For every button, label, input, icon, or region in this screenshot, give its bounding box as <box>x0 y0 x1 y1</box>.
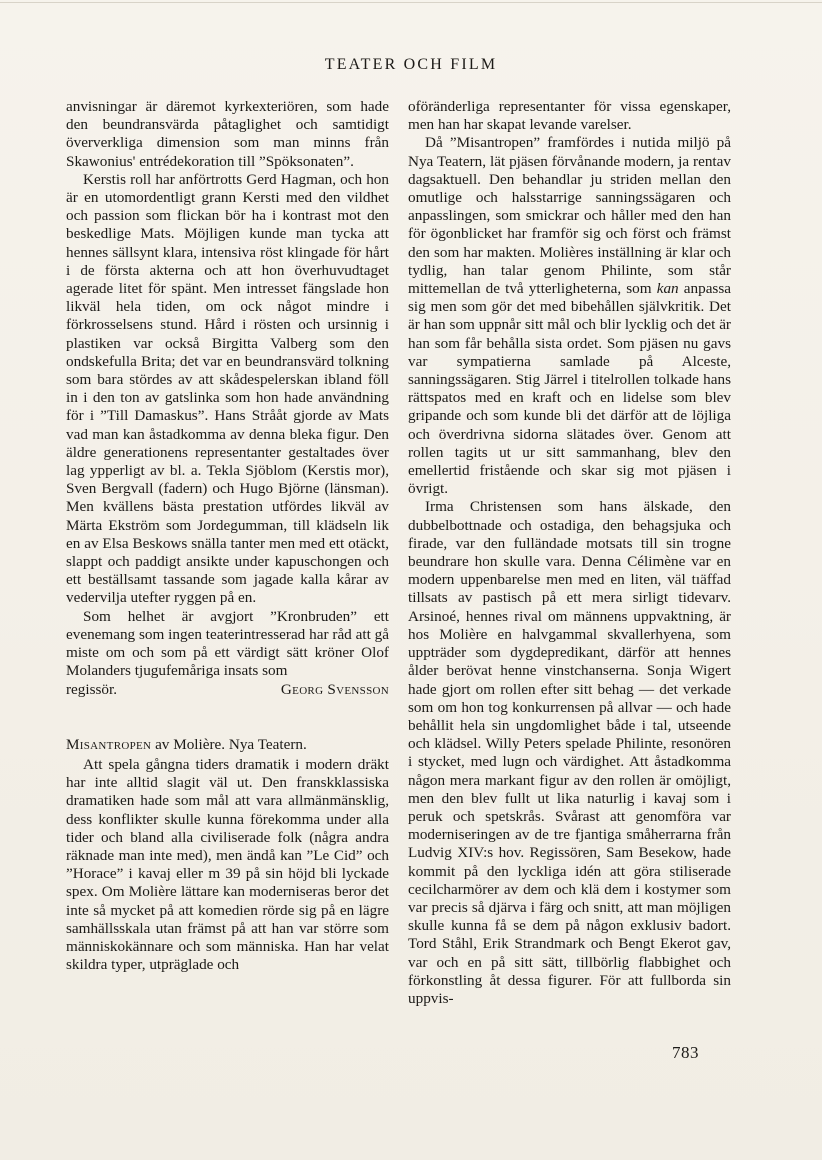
page-number: 783 <box>672 1043 699 1062</box>
review-subtitle: av Molière. Nya Teatern. <box>151 735 307 753</box>
paragraph <box>66 608 389 699</box>
emphasis: kan <box>656 280 679 298</box>
signature-line <box>66 681 389 699</box>
running-head: TEATER OCH FILM <box>324 56 498 73</box>
paragraph <box>408 134 731 498</box>
paragraph: anvisningar är däremot kyrkexteriören, som hade den beundransvärda påtaglighet och samtidigt öververkliga dimension som man minns från Skawonius' entrédekoration till ”Spöksonaten”. <box>66 98 389 170</box>
paragraph-end: regissör. <box>66 680 118 698</box>
paragraph-text: anpassa sig men som gör det med bibehållen självkritik. Det är han som uppnår sitt mål och blir lycklig och det är han som får behålla sista ordet. Som pjäsen nu gavs var sympatierna samlade på Alceste, sanningssägaren. Stig Järrel i titelrollen tolkade hans rättspatos med en kraft och en lidelse som blev gripande och som kunde bli det därför att de löjliga och överdrivna sidorna slätades över. Genom att rollen tagits ut ur sitt sammanhang, blev den emellertid fristående och skar sig mot pjäsen i övrigt. <box>408 280 731 498</box>
author-signature: Georg Svensson <box>280 680 389 698</box>
review-heading <box>66 736 389 754</box>
left-column <box>66 98 389 974</box>
paragraph: Irma Christensen som hans älskade, den dubbelbottnade och ostadiga, den behagsjuka och firade, var den fulländade motsats till sin trogne beundrare hon skulle vara. Denna Célimène var en modern uppenbarelse men med en liten, väl tıäffad tillsats av pastisch på ett mera sirligt tidevarv. Arsinoé, hennes rival om männens uppvaktning, är hos Molière en halvgammal skvallerhyena, som uppträder som dygdepredikant, därför att hennes ålder berövat henne vinstchanserna. Sonja Wigert hade gjort om rollen efter sitt behag — det verkade som om hon tog konkurrensen på allvar — och hade behållit hela sin ungdomlighet både i tal, utseende och klädsel. Willy Peters spelade Philinte, resonören i stycket, med lugn och värdighet. Att åstadkomma någon mera markant figur av den rollen är omöjligt, men den blev fullt ut lika naturlig i kavaj som i peruk och spetskrås. Svårast att genomföra var moderniseringen av de tre fjantiga småherrarna från Ludvig XIV:s hov. Regissören, Sam Besekow, hade kommit på den lyckliga idén att göra stiliserade cecilcharmörer av dem och klä dem i kostymer som var precis så djärva i färg och snitt, att man möjligen skulle kunna få se dem på någon exklusiv badort. Tord Ståhl, Erik Strandmark och Bengt Ekerot gav, var och en på sitt sätt, tillbörlig flabbighet och förkonstling åt dessa figurer. För att fullborda sin uppvis- <box>408 498 731 1007</box>
paragraph-text: Då ”Misantropen” framfördes i nutida miljö på Nya Teatern, lät pjäsen förvånande modern, ja rentav dagsaktuell. Den behandlar ju striden mellan den omutlige och halsstarrige sanningssägaren och anpasslingen, som smickrar och håller med den han för ögonblicket har framför sig och först och främst den som har makten. Molières inställning är klar och tydlig, han talar genom Philinte, som står mittemellan de två ytterligheterna, som <box>408 134 731 298</box>
paragraph: Att spela gångna tiders dramatik i modern dräkt har inte alltid slagit väl ut. Den franskklassiska dramatiken hade som mål att vara allmänmänsklig, dess konflikter skulle kunna förekomma under alla tider och bland alla civiliserade folk (några andra räknade man inte med), men ändå kan ”Le Cid” och ”Horace” i kavaj eller m 39 på sin höjd bli lyckade spex. Om Molière lättare kan moderniseras beror det inte så mycket på att komedien rörde sig på en lägre samhällsskala utan främst på att han var större som människokännare och som människa. Han har velat skildra typer, utpräglade och <box>66 755 389 974</box>
right-column <box>408 98 731 1008</box>
review-title: Misantropen <box>66 735 152 753</box>
paragraph-text: Som helhet är avgjort ”Kronbruden” ett evenemang som ingen teaterintresserad har råd att gå miste om och som på ett värdigt sätt kröner Olof Molanders tjugufemåriga insats som <box>66 607 389 680</box>
paragraph: oföränderliga representanter för vissa egenskaper, men han har skapat levande varelser. <box>408 98 731 134</box>
page-edge-rule <box>0 2 822 3</box>
paragraph: Kerstis roll har anförtrotts Gerd Hagman, och hon är en utomordentligt grann Kersti med den vildhet och passion som flickan bör ha i kontrast mot den beskedlige Mats. Möjligen kunde man tycka att hennes sällsynt klara, intensiva röst klingade för hårt i de första akterna och att hon överhuvudtaget agerade litet för spänt. Men intresset fängslade hon likväl hela tiden, om ock något mindre i förkrosselsens stund. Hård i rösten och ursinnig i plastiken var också Birgitta Valberg som den ondskefulla Brita; det var en beundransvärd tolkning som bara stördes av att skådespelerskan ibland föll in i den ton av gatslinka som hon hade användning för i ”Till Damaskus”. Hans Strååt gjorde av Mats vad man kan åstadkomma av denna bleka figur. Den äldre generationens representanter gestaltades över lag ypperligt av bl. a. Tekla Sjöblom (Kerstis mor), Sven Bergvall (fadern) och Hugo Björne (länsman). Men kvällens bästa prestation utfördes likväl av Märta Ekström som Jordegumman, till klädseln lik en av Elsa Beskows snälla tanter men med ett otäckt, slappt och paddigt ansikte under kapuschongen och ett beställsamt tassande som jagade kalla kårar av vedervilja utefter ryggen på en. <box>66 170 389 607</box>
